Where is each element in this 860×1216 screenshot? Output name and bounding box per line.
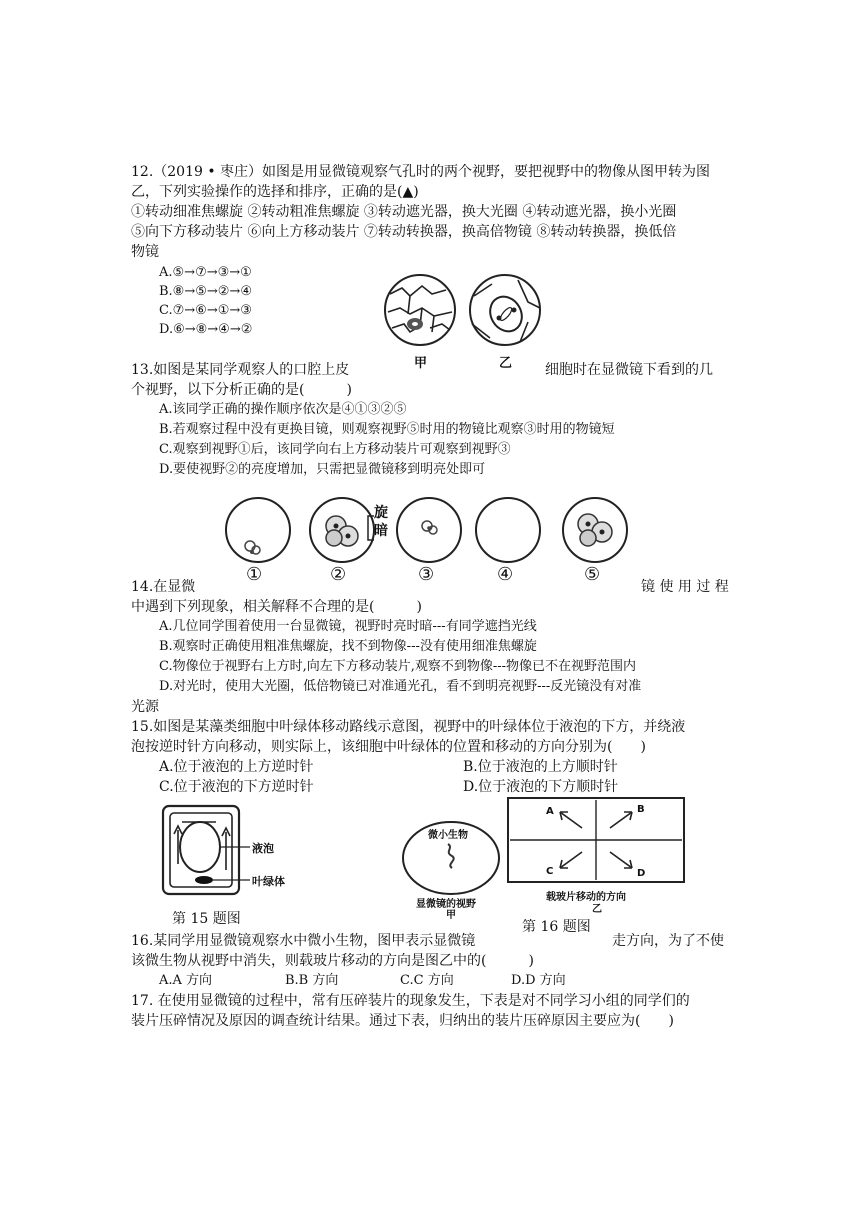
q16-option-b: B.B 方向 bbox=[285, 973, 339, 988]
knob-label-2: 暗 bbox=[374, 523, 388, 539]
view-5 bbox=[563, 498, 627, 562]
q14-option-d1: D.对光时，使用大光圈，低倍物镜已对准通光孔，看不到明亮视野---反光镜没有对准 bbox=[159, 679, 642, 694]
q16-caption: 第 16 题图 bbox=[522, 919, 591, 935]
q15-option-c: C.位于液泡的下方逆时针 bbox=[159, 779, 314, 795]
label-field-jia: 甲 bbox=[446, 910, 456, 921]
label-jia: 甲 bbox=[414, 356, 428, 371]
q12-stomata-figure bbox=[380, 272, 560, 372]
view-4 bbox=[476, 498, 540, 562]
label-dir-b: B bbox=[637, 804, 645, 815]
label-vacuole: 液泡 bbox=[252, 842, 274, 855]
q12-option-c: C.⑦→⑥→①→③ bbox=[159, 303, 252, 318]
q12-line5: 物镜 bbox=[131, 244, 159, 260]
q13-line2: 个视野，以下分析正确的是( ) bbox=[131, 382, 352, 398]
q13-option-d: D.要使视野②的亮度增加，只需把显微镜移到明亮处即可 bbox=[159, 462, 486, 477]
q16-option-d: D.D 方向 bbox=[511, 973, 566, 988]
view-label-4: ④ bbox=[497, 564, 514, 585]
view-1 bbox=[226, 498, 290, 562]
q14-option-c: C.物像位于视野右上方时,向左下方移动装片,观察不到物像---物像已不在视野范围内 bbox=[159, 659, 637, 674]
q12-line4: ⑤向下方移动装片 ⑥向上方移动装片 ⑦转动转换器，换高倍物镜 ⑧转动转换器，换低倍 bbox=[131, 224, 677, 240]
q12-line3: ①转动细准焦螺旋 ②转动粗准焦螺旋 ③转动遮光器，换大光圈 ④转动遮光器，换小光圈 bbox=[131, 204, 677, 220]
q16-line1b: 走方向，为了不使 bbox=[612, 933, 724, 949]
view-label-2: ② bbox=[330, 564, 347, 585]
q16-line1a: 16.某同学用显微镜观察水中微小生物，图甲表示显微镜 bbox=[131, 933, 476, 949]
q13-option-a: A.该同学正确的操作顺序依次是④①③②⑤ bbox=[159, 402, 407, 417]
label-organism: 微小生物 bbox=[428, 830, 468, 841]
q15-option-a: A.位于液泡的上方逆时针 bbox=[159, 759, 314, 775]
view-label-5: ⑤ bbox=[584, 564, 601, 585]
q12-line1: 12.（2019 • 枣庄）如图是用显微镜观察气孔时的两个视野，要把视野中的物像从图甲转为图 bbox=[131, 164, 711, 180]
label-dir-a: A bbox=[546, 806, 554, 817]
q16-option-a: A.A 方向 bbox=[159, 973, 213, 988]
stomata-views-svg bbox=[380, 272, 560, 372]
view-jia-circle bbox=[385, 275, 455, 345]
q13-line1a: 13.如图是某同学观察人的口腔上皮 bbox=[131, 362, 350, 378]
knob-label-1: 旋 bbox=[374, 505, 388, 521]
q12-option-a: A.⑤→⑦→③→① bbox=[159, 265, 252, 280]
q15-option-d: D.位于液泡的下方顺时针 bbox=[463, 779, 619, 795]
label-dir-d: D bbox=[637, 868, 646, 879]
label-slide-yi: 乙 bbox=[592, 904, 602, 915]
q13-option-c: C.观察到视野①后，该同学向右上方移动装片可观察到视野③ bbox=[159, 442, 511, 457]
slide-direction-yi bbox=[508, 798, 684, 882]
label-yi: 乙 bbox=[499, 356, 513, 371]
q12-option-b: B.⑧→⑤→②→④ bbox=[159, 284, 252, 299]
q16-line2: 该微生物从视野中消失，则载玻片移动的方向是图乙中的( ) bbox=[131, 953, 534, 969]
label-chloroplast: 叶绿体 bbox=[252, 875, 285, 888]
q15-cell-figure bbox=[158, 800, 308, 900]
view-label-1: ① bbox=[246, 564, 263, 585]
q14-option-a: A.几位同学围着使用一台显微镜，视野时亮时暗---有同学遮挡光线 bbox=[159, 619, 537, 634]
algae-cell-svg bbox=[158, 800, 308, 900]
label-field-of-view: 显微镜的视野 bbox=[416, 899, 476, 910]
q15-caption: 第 15 题图 bbox=[172, 911, 241, 927]
view-label-3: ③ bbox=[418, 564, 435, 585]
label-slide-direction: 载玻片移动的方向 bbox=[546, 892, 626, 903]
view-yi-circle bbox=[470, 275, 540, 345]
label-dir-c: C bbox=[546, 866, 554, 877]
q17-line2: 装片压碎情况及原因的调查统计结果。通过下表，归纳出的装片压碎原因主要应为( ) bbox=[131, 1013, 674, 1029]
q13-line1b: 细胞时在显微镜下看到的几 bbox=[545, 362, 713, 378]
q16-option-c: C.C 方向 bbox=[400, 973, 454, 988]
q12-line2: 乙，下列实验操作的选择和排序，正确的是(▲) bbox=[131, 184, 419, 200]
q14-line1b: 镜 使 用 过 程 bbox=[641, 579, 729, 595]
view-3 bbox=[397, 498, 461, 562]
q15-option-b: B.位于液泡的上方顺时针 bbox=[463, 759, 618, 775]
view-2 bbox=[310, 498, 374, 562]
q14-line1a: 14.在显微 bbox=[131, 579, 196, 595]
q17-line1: 17. 在使用显微镜的过程中，常有压碎装片的现象发生，下表是对不同学习小组的同学们的 bbox=[131, 993, 690, 1009]
q13-option-b: B.若观察过程中没有更换目镜，则观察视野⑤时用的物镜比观察③时用的物镜短 bbox=[159, 422, 615, 437]
q14-option-d2: 光源 bbox=[131, 699, 159, 715]
q16-figure bbox=[400, 796, 690, 921]
q15-line2: 泡按逆时针方向移动，则实际上，该细胞中叶绿体的位置和移动的方向分别为( ) bbox=[131, 739, 646, 755]
q15-line1: 15.如图是某藻类细胞中叶绿体移动路线示意图，视野中的叶绿体位于液泡的下方，并绕液 bbox=[131, 719, 686, 735]
q12-option-d: D.⑥→⑧→④→② bbox=[159, 322, 253, 337]
q13-cheek-cell-figure bbox=[222, 492, 642, 588]
q14-option-b: B.观察时正确使用粗准焦螺旋，找不到物像---没有使用细准焦螺旋 bbox=[159, 639, 537, 654]
q14-line2: 中遇到下列现象，相关解释不合理的是( ) bbox=[131, 599, 422, 615]
